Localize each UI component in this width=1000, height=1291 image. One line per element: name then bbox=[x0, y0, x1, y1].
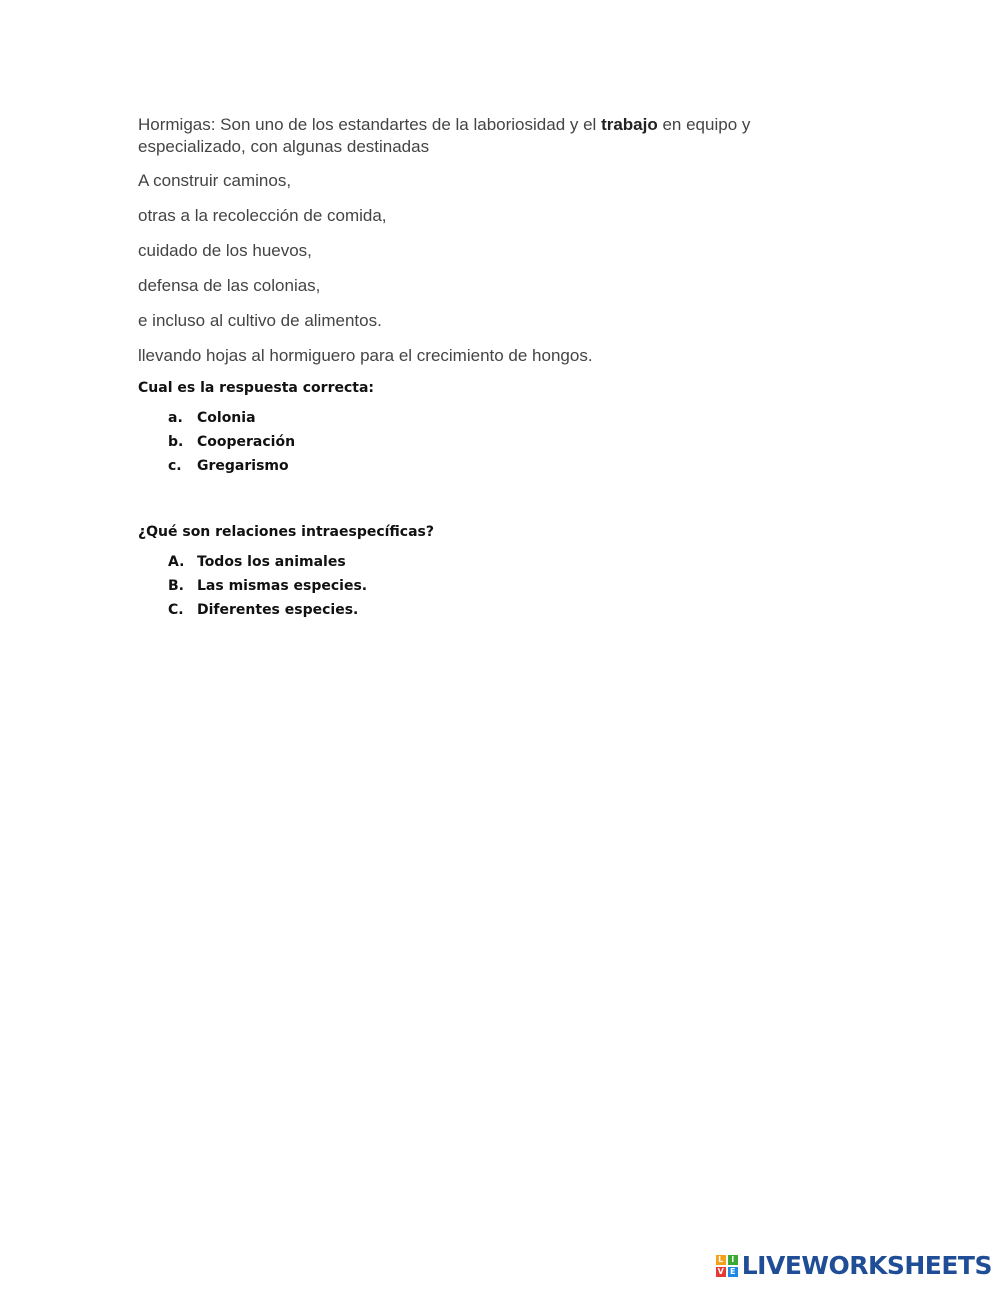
passage-line: llevando hojas al hormiguero para el crecimiento de hongos. bbox=[138, 346, 593, 365]
passage-intro-after: en equipo y especializado, con algunas destinadas bbox=[138, 115, 751, 156]
option-text: Colonia bbox=[197, 410, 256, 426]
option-text: Cooperación bbox=[197, 434, 296, 450]
option-marker: c. bbox=[168, 458, 182, 474]
question-1-options bbox=[138, 406, 818, 478]
passage-line: defensa de las colonias, bbox=[138, 276, 321, 295]
option-text: Diferentes especies. bbox=[197, 602, 359, 618]
option-text: Todos los animales bbox=[197, 554, 346, 570]
passage-line: e incluso al cultivo de alimentos. bbox=[138, 311, 382, 330]
logo-block-v: V bbox=[717, 1266, 724, 1276]
liveworksheets-logo-text: LIVEWORKSHEETS bbox=[741, 1251, 992, 1280]
logo-block-e: E bbox=[728, 1267, 738, 1277]
passage-line: A construir caminos, bbox=[138, 171, 292, 190]
option-text: Las mismas especies. bbox=[197, 578, 368, 594]
passage-intro-bold: trabajo bbox=[601, 115, 658, 134]
option-text: Gregarismo bbox=[197, 458, 289, 474]
liveworksheets-logo bbox=[716, 1251, 992, 1280]
logo-block-i: I bbox=[728, 1255, 738, 1265]
liveworksheets-logo-icon bbox=[716, 1255, 738, 1277]
question-2-option-a[interactable] bbox=[168, 550, 818, 574]
passage-line: otras a la recolección de comida, bbox=[138, 206, 387, 225]
passage-intro bbox=[138, 114, 818, 158]
question-2-option-c[interactable] bbox=[168, 598, 818, 622]
question-1-option-b[interactable] bbox=[168, 430, 818, 454]
question-1-option-c[interactable] bbox=[168, 454, 818, 478]
option-marker: b. bbox=[168, 434, 184, 450]
option-marker: A. bbox=[168, 554, 185, 570]
question-1-option-a[interactable] bbox=[168, 406, 818, 430]
option-marker: B. bbox=[168, 578, 184, 594]
question-2-option-b[interactable] bbox=[168, 574, 818, 598]
logo-block-l: L bbox=[716, 1255, 726, 1265]
question-2-prompt: ¿Qué son relaciones intraespecíficas? bbox=[138, 524, 435, 540]
question-1-prompt: Cual es la respuesta correcta: bbox=[138, 380, 375, 396]
passage-line: cuidado de los huevos, bbox=[138, 241, 312, 260]
option-marker: C. bbox=[168, 602, 184, 618]
question-2-options bbox=[138, 550, 818, 622]
worksheet-content bbox=[138, 114, 818, 622]
option-marker: a. bbox=[168, 410, 183, 426]
passage-intro-before: Hormigas: Son uno de los estandartes de la laboriosidad y el bbox=[138, 115, 602, 134]
